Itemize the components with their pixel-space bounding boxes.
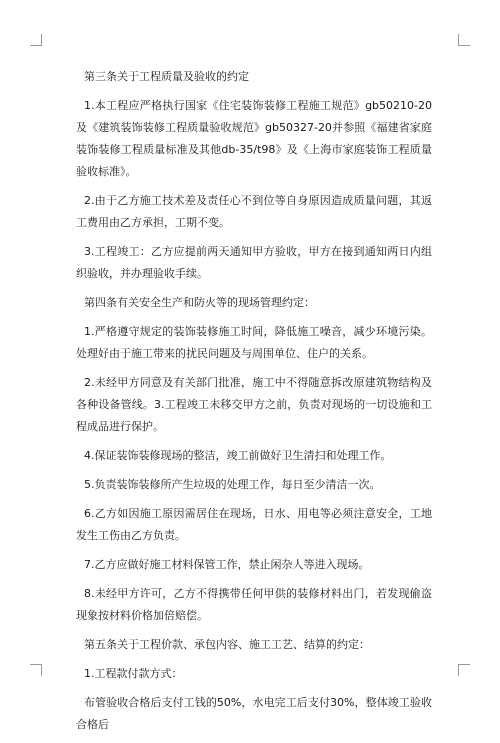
paragraph: 2.由于乙方施工技术差及责任心不到位等自身原因造成质量问题，其返工费用由乙方承担，工期不变。 bbox=[76, 194, 432, 229]
crop-mark-top-right bbox=[458, 34, 470, 46]
paragraph: 1.严格遵守规定的装饰装修施工时间，降低施工噪音，减少环境污染。处理好由于施工带来的扰民问题及与周围单位、住户的关系。 bbox=[76, 325, 432, 360]
paragraph: 布管验收合格后支付工钱的50%，水电完工后支付30%，整体竣工验收合格后 bbox=[76, 696, 432, 731]
paragraph: 4.保证装饰装修现场的整洁，竣工前做好卫生清扫和处理工作。 bbox=[84, 449, 392, 462]
paragraph: 3.工程竣工：乙方应提前两天通知甲方验收，甲方在接到通知两日内组织验收，并办理验收手续。 bbox=[76, 245, 432, 280]
paragraph: 6.乙方如因施工原因需居住在现场，日水、用电等必须注意安全，工地发生工伤由乙方负责。 bbox=[76, 507, 432, 542]
article-3-heading: 第三条关于工程质量及验收的约定 bbox=[84, 70, 249, 83]
paragraph: 1.工程款付款方式： bbox=[84, 667, 183, 680]
crop-mark-bottom-right bbox=[458, 664, 470, 676]
paragraph: 7.乙方应做好施工材料保管工作，禁止闲杂人等进入现场。 bbox=[84, 558, 370, 571]
crop-mark-top-left bbox=[30, 34, 42, 46]
paragraph: 2.未经甲方同意及有关部门批准，施工中不得随意拆改原建筑物结构及各种设备管线。3.工程竣工未移交甲方之前，负责对现场的一切设施和工程成品进行保护。 bbox=[76, 376, 432, 433]
article-5-heading: 第五条关于工程价款、承包内容、施工工艺、结算的约定： bbox=[84, 638, 370, 651]
document-body bbox=[76, 66, 432, 743]
paragraph: 8.未经甲方许可，乙方不得携带任何甲供的装修材料出门，若发现偷盗现象按材料价格加倍赔偿。 bbox=[76, 587, 432, 622]
crop-mark-bottom-left bbox=[30, 664, 42, 676]
article-4-heading: 第四条有关安全生产和防火等的现场管理约定： bbox=[84, 296, 315, 309]
paragraph: 1.本工程应严格执行国家《住宅装饰装修工程施工规范》gb50210-20及《建筑装饰装修工程质量验收规范》gb50327-20并参照《福建省家庭装饰装修工程质量标准及其他db-35/t98》及《上海市家庭装饰工程质量验收标准》。 bbox=[76, 99, 432, 178]
paragraph: 5.负责装饰装修所产生垃圾的处理工作，每日至少清洁一次。 bbox=[84, 478, 381, 491]
